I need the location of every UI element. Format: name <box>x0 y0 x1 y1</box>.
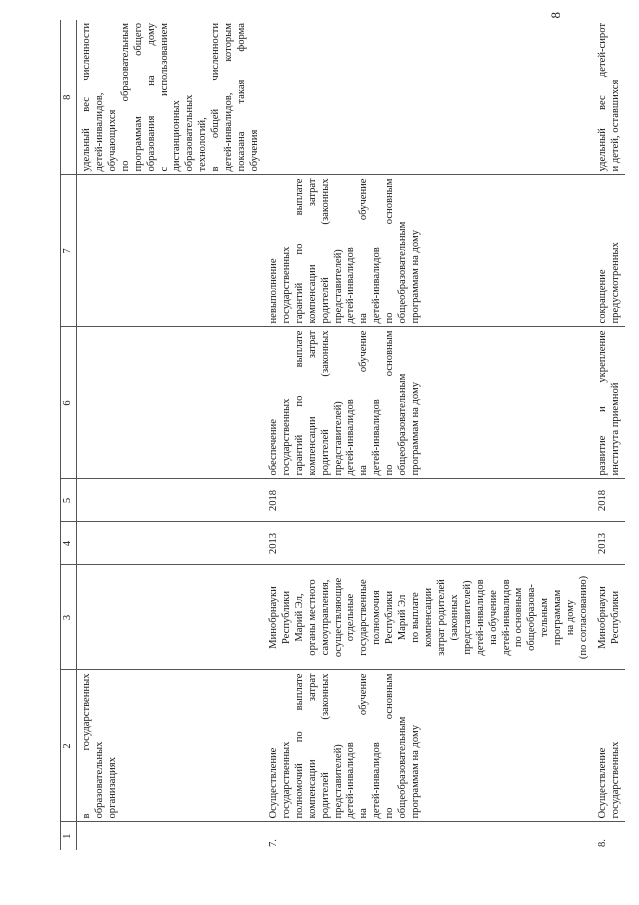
table-row <box>264 20 593 850</box>
table-cell-col5 <box>77 479 264 522</box>
cell-text-line: по выплате <box>410 592 422 643</box>
table-cell-col3 <box>77 565 264 670</box>
cell-text-line: детей-инвалидов <box>345 742 357 819</box>
cell-text-line: гарантий по выплате <box>293 178 305 324</box>
table-cell-col6 <box>77 327 264 479</box>
cell-text-line: по основным <box>384 330 396 476</box>
cell-text-line: технологий, <box>197 117 209 172</box>
row-number: 8. <box>596 839 608 847</box>
cell-text-line: по основным <box>513 587 525 648</box>
cell-text-line: невыполнение <box>267 258 279 324</box>
table-cell-col5: 2018 <box>593 479 625 522</box>
cell-text-line: детей-инвалидов <box>500 579 512 656</box>
cell-text-line: самоуправления, <box>319 579 331 656</box>
cell-text-line: Минобрнауки <box>267 586 279 649</box>
cell-text-line: затрат родителей <box>435 579 447 656</box>
cell-text-line: развитие и укрепление <box>596 330 608 476</box>
program-measures-table <box>60 20 625 850</box>
table-cell-col3 <box>264 565 593 670</box>
cell-text-line: программам на дому <box>410 724 422 819</box>
column-header: 4 <box>61 522 77 565</box>
cell-text-line: общеобразова- <box>526 584 538 651</box>
table-cell-col2 <box>593 670 625 822</box>
cell-text-line: образования на дому <box>145 23 157 172</box>
cell-text-line: компенсации затрат <box>306 178 318 324</box>
cell-text-line: программам на дому <box>410 381 422 476</box>
cell-text-line: родителей (законных <box>319 178 331 324</box>
table-cell-col2 <box>264 670 593 822</box>
cell-text-line: Республики <box>384 590 396 645</box>
cell-text-line: показана такая форма <box>236 23 248 172</box>
cell-text-line: государственных <box>609 741 621 819</box>
cell-text-line: представителей) <box>332 744 344 819</box>
cell-text-line: детей-инвалидов <box>345 399 357 476</box>
cell-text-line: Осуществление <box>596 747 608 819</box>
table-cell-col7 <box>593 175 625 327</box>
table-cell-col8 <box>593 20 625 175</box>
cell-text-line: Минобрнауки <box>596 586 608 649</box>
column-header: 3 <box>61 565 77 670</box>
cell-text-line: государственных <box>280 398 292 476</box>
column-header: 7 <box>61 175 77 327</box>
cell-text-line: программам <box>552 589 564 646</box>
cell-text-line: общеобразовательным <box>397 716 409 819</box>
cell-text-line: Марий Эл, <box>293 593 305 642</box>
cell-text-line: по основным <box>384 178 396 324</box>
table-cell-col4: 2013 <box>264 522 593 565</box>
cell-text-line: на обучение <box>358 330 370 476</box>
cell-text-line: представителей) <box>332 249 344 324</box>
table-cell-col2 <box>77 670 264 822</box>
cell-text-line: отдельные <box>345 593 357 642</box>
cell-text-line: детей-инвалидов <box>371 247 383 324</box>
cell-text-line: по основным <box>384 673 396 819</box>
table-cell-col5: 2018 <box>264 479 593 522</box>
cell-text-line: с использованием <box>158 23 170 172</box>
cell-text-line: государственных <box>280 246 292 324</box>
column-header: 2 <box>61 670 77 822</box>
cell-text-line: компенсации <box>422 588 434 647</box>
table-cell-col7 <box>77 175 264 327</box>
table-cell-col4 <box>77 522 264 565</box>
cell-text-line: обучающихся <box>106 109 118 172</box>
cell-text-line: детей-инвалидов, которым <box>223 23 235 172</box>
cell-text-line: представителей) <box>461 580 473 655</box>
table-body <box>77 20 625 850</box>
cell-text-line: гарантий по выплате <box>293 330 305 476</box>
cell-text-line: на обучение <box>358 178 370 324</box>
cell-text-line: тельным <box>539 598 551 637</box>
cell-text-line: в общей численности <box>210 23 222 172</box>
column-header: 6 <box>61 327 77 479</box>
table-cell-col6 <box>593 327 625 479</box>
cell-text-line: института приемной <box>609 382 621 476</box>
cell-text-line: Республики <box>280 590 292 645</box>
cell-text-line: родителей (законных <box>319 330 331 476</box>
cell-text-line: сокращение <box>596 269 608 324</box>
cell-text-line: компенсации затрат <box>306 330 318 476</box>
table-row <box>77 20 264 850</box>
cell-text-line: удельный вес детей-сирот <box>596 23 608 172</box>
page-number: 8 <box>548 12 563 19</box>
table-row <box>593 20 625 850</box>
cell-text-line: полномочий по выплате <box>293 673 305 819</box>
cell-text-line: на дому <box>565 599 577 636</box>
cell-text-line: компенсации затрат <box>306 673 318 819</box>
cell-text-line: образовательных <box>184 94 196 172</box>
cell-text-line: обучения <box>248 129 260 172</box>
cell-text-line: предусмотренных <box>609 242 621 324</box>
cell-text-line: (законных <box>448 594 460 641</box>
cell-text-line: образовательных <box>93 741 105 819</box>
cell-text-line: детей-инвалидов <box>345 247 357 324</box>
row-number <box>77 822 264 850</box>
cell-text-line: органы местного <box>306 579 318 656</box>
cell-text-line: (по согласованию) <box>578 575 590 660</box>
table-cell-col8 <box>77 20 264 175</box>
column-header: 1 <box>61 822 77 850</box>
column-header: 8 <box>61 20 77 175</box>
cell-text-line: программам общего <box>132 23 144 172</box>
cell-text-line: общеобразовательным <box>397 221 409 324</box>
cell-text-line: детей-инвалидов <box>474 579 486 656</box>
cell-text-line: обеспечение <box>267 419 279 476</box>
cell-text-line: государственные <box>358 579 370 656</box>
cell-text-line: общеобразовательным <box>397 373 409 476</box>
cell-text-line: государственных <box>280 741 292 819</box>
cell-text-line: полномочия <box>371 590 383 645</box>
column-header: 5 <box>61 479 77 522</box>
cell-text-line: в государственных <box>81 673 92 819</box>
cell-text-line: детей-инвалидов <box>371 742 383 819</box>
cell-text-line: на обучение <box>358 673 370 819</box>
cell-text-line: представителей) <box>332 401 344 476</box>
cell-text-line: детей-инвалидов, <box>93 92 105 172</box>
table-cell-col7 <box>264 175 593 327</box>
column-number-header-row <box>61 20 77 850</box>
cell-text-line: дистанционных <box>171 100 183 172</box>
cell-text-line: по образовательным <box>119 23 131 172</box>
cell-text-line: программам на дому <box>410 229 422 324</box>
cell-text-line: родителей (законных <box>319 673 331 819</box>
row-number: 7. <box>267 839 279 847</box>
cell-text-line: удельный вес численности <box>81 23 92 172</box>
cell-text-line: Марий Эл <box>397 594 409 641</box>
cell-text-line: Республики <box>609 590 621 645</box>
cell-text-line: Осуществление <box>267 747 279 819</box>
cell-text-line: осуществляющие <box>332 577 344 658</box>
table-cell-col8 <box>264 20 593 175</box>
table-cell-col3 <box>593 565 625 670</box>
table-cell-col6 <box>264 327 593 479</box>
cell-text-line: организациях <box>106 757 118 819</box>
table-cell-col4: 2013 <box>593 522 625 565</box>
cell-text-line: детей-инвалидов <box>371 399 383 476</box>
cell-text-line: на обучение <box>487 590 499 645</box>
cell-text-line: и детей, оставшихся <box>609 79 621 172</box>
